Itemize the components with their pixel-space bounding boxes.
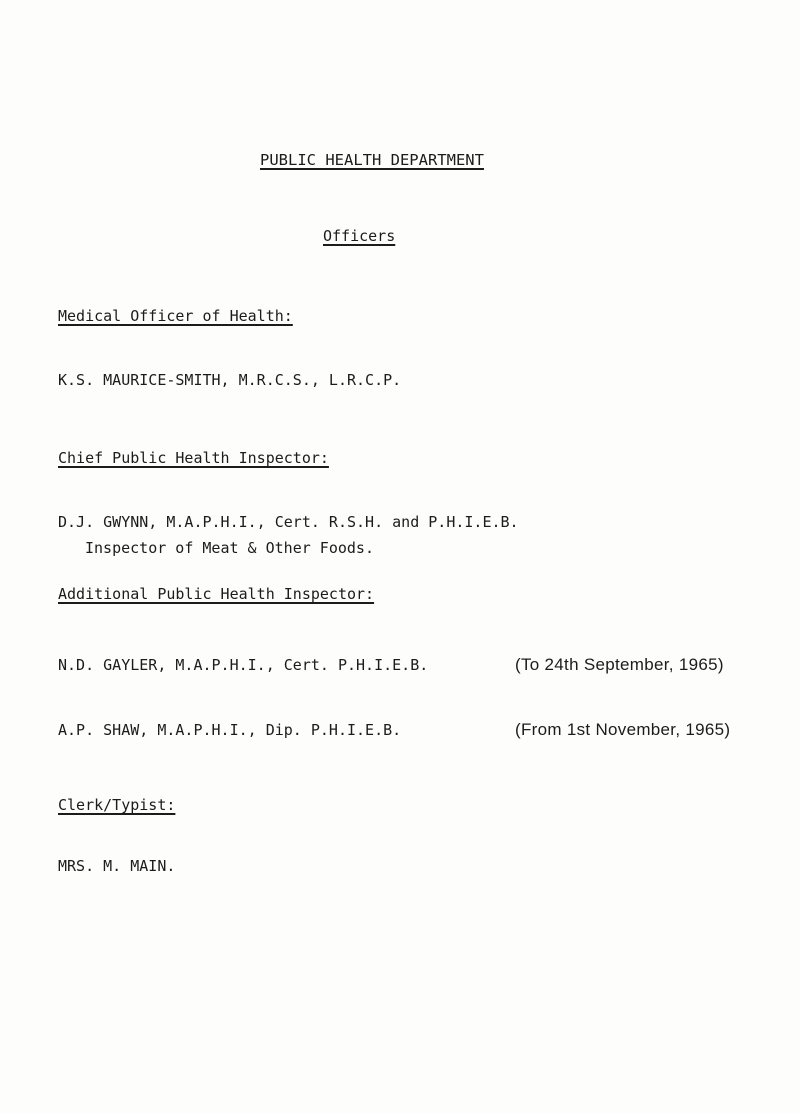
chief-inspector-role: Inspector of Meat & Other Foods.	[85, 539, 374, 557]
additional-inspector-name-1: N.D. GAYLER, M.A.P.H.I., Cert. P.H.I.E.B.	[58, 656, 429, 674]
chief-inspector-heading: Chief Public Health Inspector:	[58, 449, 329, 467]
medical-officer-heading: Medical Officer of Health:	[58, 307, 293, 325]
page-title: PUBLIC HEALTH DEPARTMENT	[260, 151, 484, 169]
clerk-typist-heading: Clerk/Typist:	[58, 796, 176, 814]
additional-inspector-dates-1: (To 24th September, 1965)	[515, 655, 724, 674]
additional-inspector-dates-2: (From 1st November, 1965)	[515, 720, 731, 739]
additional-inspector-heading: Additional Public Health Inspector:	[58, 585, 375, 603]
medical-officer-name: K.S. MAURICE-SMITH, M.R.C.S., L.R.C.P.	[58, 371, 402, 389]
clerk-typist-name: MRS. M. MAIN.	[58, 857, 176, 875]
additional-inspector-name-2: A.P. SHAW, M.A.P.H.I., Dip. P.H.I.E.B.	[58, 721, 402, 739]
chief-inspector-name: D.J. GWYNN, M.A.P.H.I., Cert. R.S.H. and P.H.I.E.B.	[58, 513, 519, 531]
officers-subtitle: Officers	[323, 227, 396, 245]
